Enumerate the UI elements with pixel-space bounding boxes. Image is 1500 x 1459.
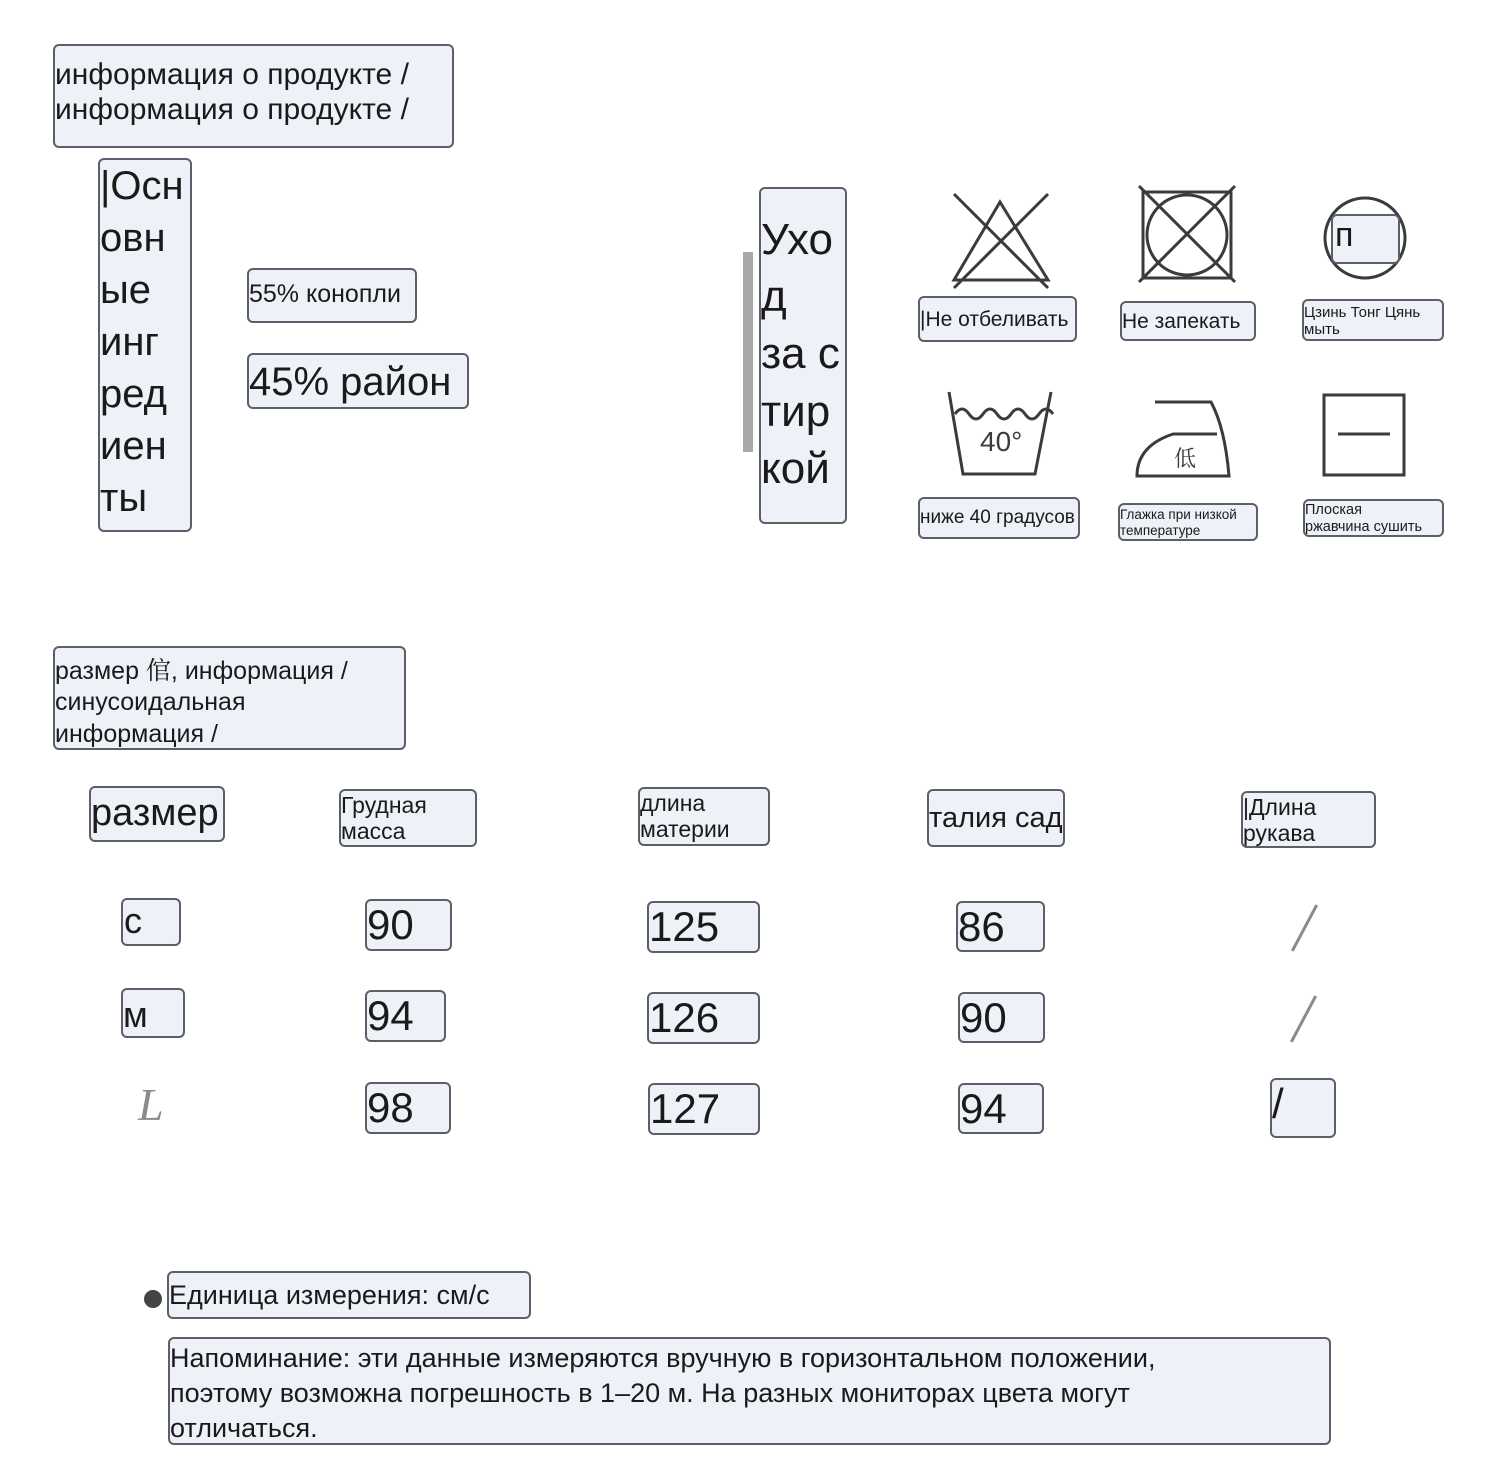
- product-info-title: информация о продукте / информация о продукте /: [53, 44, 454, 148]
- ingredients-label: |Осн овн ые инг ред иен ты: [98, 158, 192, 532]
- sleeve-cell: /: [1270, 1078, 1336, 1138]
- wash-40-glyph: 40°: [980, 426, 1023, 457]
- length-cell: 127: [648, 1083, 760, 1135]
- bullet-icon: [144, 1290, 162, 1308]
- no-bleach-icon: [948, 192, 1053, 290]
- col-header-size: размер: [89, 786, 225, 842]
- sleeve-cell: [1291, 904, 1318, 951]
- care-label: Ухо д за с тир кой: [759, 187, 847, 524]
- sleeve-cell: [1290, 995, 1317, 1042]
- size-cell: L: [138, 1079, 164, 1130]
- col-header-length: длина материи: [638, 787, 770, 846]
- size-cell: с: [121, 898, 181, 946]
- measurement-note: Напоминание: эти данные измеряются вручную в горизонтальном положении, поэтому возможна погрешность в 1–20 м. На разных мониторах цвета могут отличаться.: [168, 1337, 1331, 1445]
- length-cell: 126: [647, 992, 760, 1044]
- no-bleach-label: |Не отбеливать: [918, 296, 1077, 342]
- unit-label: Единица измерения: см/с: [167, 1271, 531, 1319]
- size-cell: м: [121, 988, 185, 1038]
- flat-dry-label: Плоская ржавчина сушить: [1303, 499, 1444, 537]
- dry-clean-glyph: п: [1331, 214, 1400, 264]
- dry-clean-label: Цзинь Тонг Цянь мыть: [1302, 299, 1444, 341]
- size-info-title: размер 倌, информация / синусоидальная информация /: [53, 646, 406, 750]
- care-divider: [743, 252, 753, 452]
- wash-40-label: ниже 40 градусов: [918, 497, 1080, 539]
- length-cell: 125: [647, 901, 760, 953]
- col-header-chest: Грудная масса: [339, 789, 477, 847]
- iron-low-label: Глажка при низкой температуре: [1118, 503, 1258, 541]
- col-header-waist: талия сад: [927, 789, 1065, 847]
- chest-cell: 98: [365, 1082, 451, 1134]
- no-tumble-dry-icon: [1137, 184, 1237, 284]
- waist-cell: 90: [958, 992, 1045, 1043]
- waist-cell: 94: [958, 1083, 1044, 1134]
- waist-cell: 86: [956, 901, 1045, 952]
- ingredient-hemp: 55% конопли: [247, 268, 417, 323]
- col-header-sleeve: |Длина рукава: [1241, 791, 1376, 848]
- ingredient-rayon: 45% район: [247, 353, 469, 409]
- no-tumble-dry-label: Не запекать: [1120, 301, 1256, 341]
- chest-cell: 94: [365, 990, 446, 1042]
- iron-low-glyph: 低: [1174, 447, 1197, 472]
- flat-dry-icon: [1322, 393, 1406, 477]
- chest-cell: 90: [365, 899, 452, 951]
